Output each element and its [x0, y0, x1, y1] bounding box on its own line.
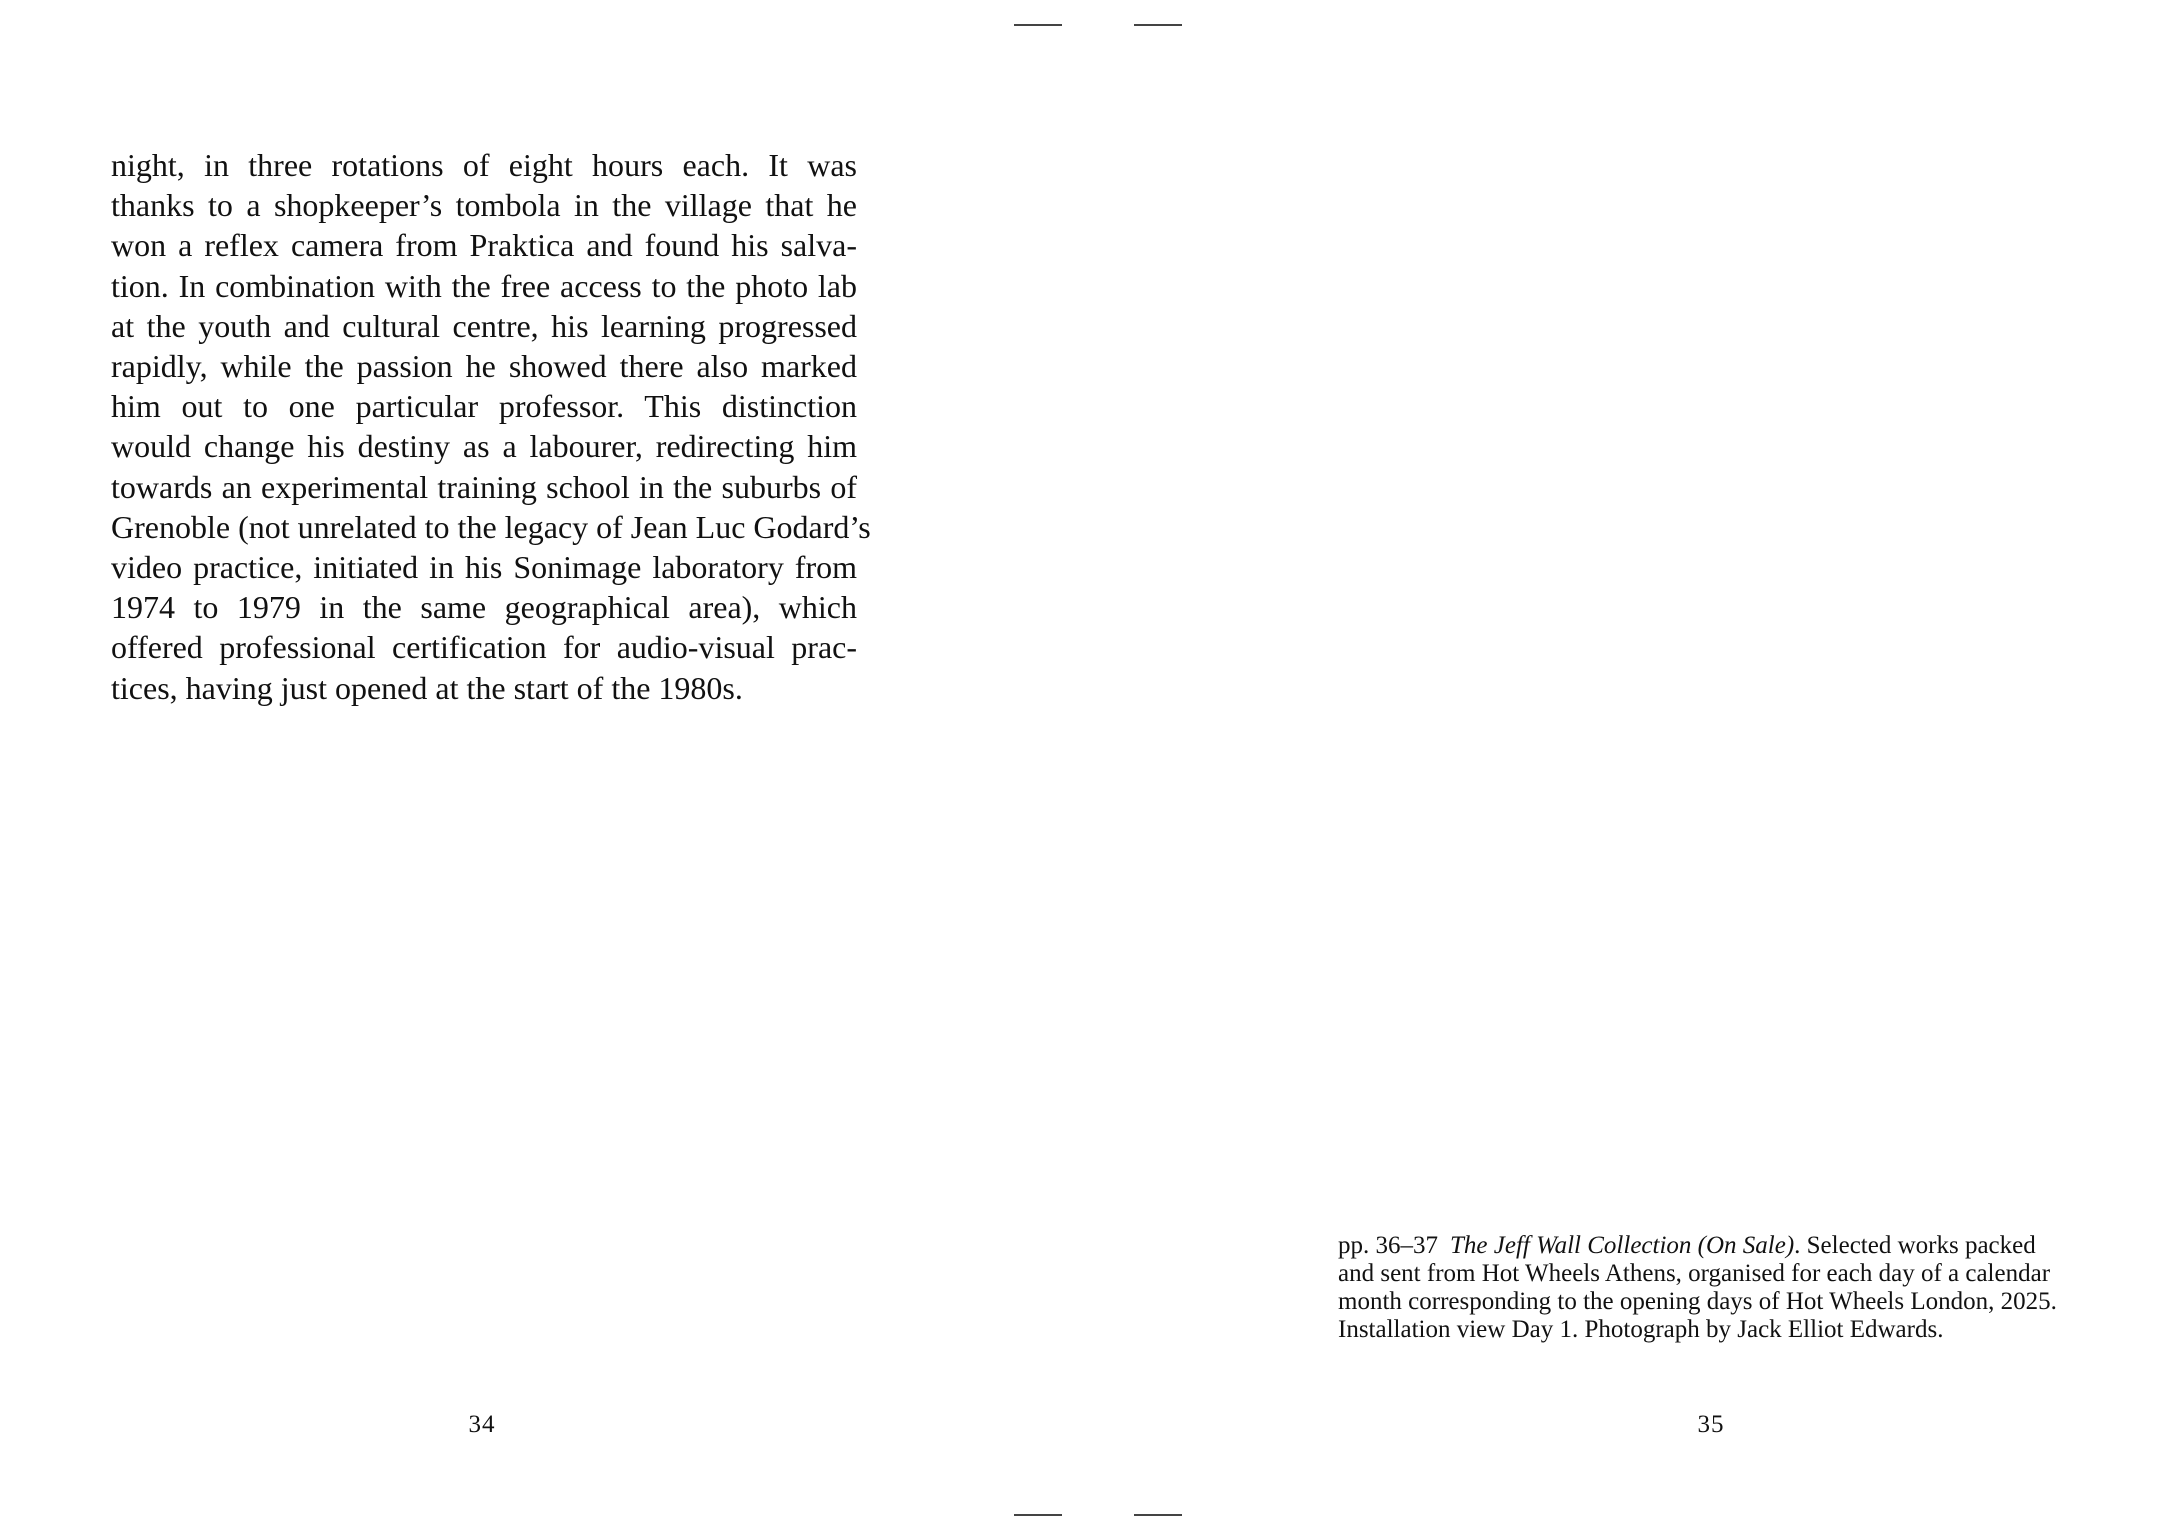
- caption-page-range: pp. 36–37: [1338, 1232, 1438, 1259]
- body-line: Grenoble (not unrelated to the legacy of Jean Luc Godard’s: [111, 508, 871, 545]
- crop-mark-bottom-right: [1134, 1514, 1182, 1516]
- caption-text: . Selected works packed: [1794, 1232, 2036, 1259]
- body-line: tices, having just opened at the start of the 1980s.: [111, 669, 743, 706]
- body-line: towards an experimental training school in the suburbs of: [111, 468, 857, 505]
- body-line: thanks to a shopkeeper’s tombola in the village that he: [111, 187, 857, 224]
- crop-mark-top-right: [1134, 24, 1182, 26]
- body-line: him out to one particular professor. This distinction: [111, 388, 857, 425]
- body-line: 1974 to 1979 in the same geographical area), which: [111, 589, 857, 626]
- body-line: video practice, initiated in his Sonimage laboratory from: [111, 549, 857, 586]
- body-line: night, in three rotations of eight hours each. It was: [111, 147, 857, 183]
- body-line: would change his destiny as a labourer, redirecting him: [111, 428, 857, 465]
- crop-mark-top-left: [1014, 24, 1062, 26]
- body-line: tion. In combination with the free access to the photo lab: [111, 267, 857, 304]
- left-page-body-text: [111, 145, 871, 708]
- body-line: rapidly, while the passion he showed there also marked: [111, 348, 857, 385]
- body-line: offered professional certification for audio-visual prac-: [111, 629, 857, 666]
- body-line: won a reflex camera from Praktica and found his salva-: [111, 227, 857, 264]
- image-caption: [1338, 1232, 2088, 1344]
- page-number-right: 35: [1697, 1411, 1725, 1438]
- caption-line: and sent from Hot Wheels Athens, organised for each day of a calendar: [1338, 1260, 2051, 1287]
- body-line: at the youth and cultural centre, his learning progressed: [111, 307, 857, 344]
- page-number-left: 34: [468, 1411, 496, 1438]
- caption-line: month corresponding to the opening days of Hot Wheels London, 2025.: [1338, 1288, 2057, 1315]
- crop-mark-bottom-left: [1014, 1514, 1062, 1516]
- caption-line: [1338, 1232, 2088, 1260]
- caption-line: Installation view Day 1. Photograph by Jack Elliot Edwards.: [1338, 1316, 1944, 1343]
- caption-artwork-title: The Jeff Wall Collection (On Sale): [1450, 1232, 1795, 1259]
